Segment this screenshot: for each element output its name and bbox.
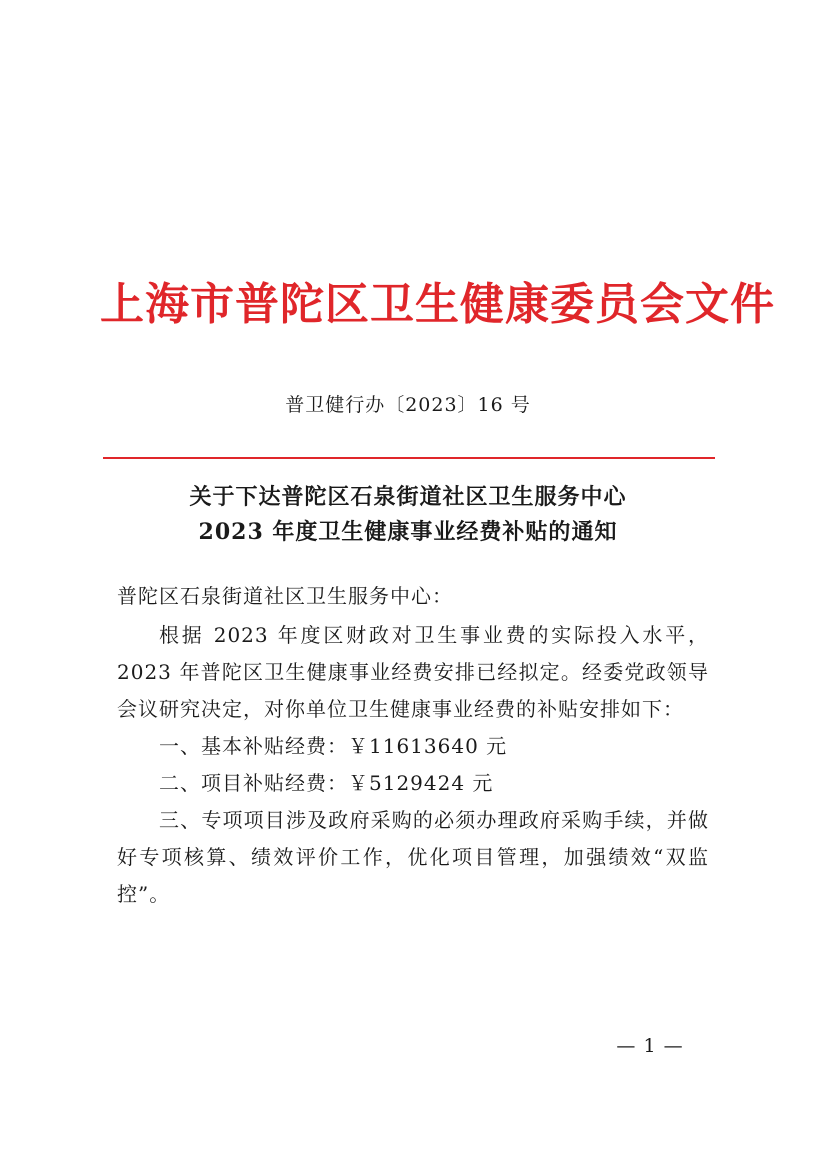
notice-body [117,578,709,913]
notice-title [0,480,816,550]
body-paragraph-1: 根据 2023 年度区财政对卫生事业费的实际投入水平，2023 年普陀区卫生健康事业经费安排已经拟定。经委党政领导会议研究决定，对你单位卫生健康事业经费的补贴安排如下： [117,623,709,721]
list-item-project-subsidy: 二、项目补贴经费：￥5129424 元 [159,771,494,795]
red-separator-line [103,457,715,459]
notice-title-line-1: 关于下达普陀区石泉街道社区卫生服务中心 [189,484,627,510]
page-number: — 1 — [616,1035,684,1057]
list-item-procurement: 三、专项项目涉及政府采购的必须办理政府采购手续，并做好专项核算、绩效评价工作，优化项目管理，加强绩效“双监控”。 [117,808,709,906]
agency-header-title: 上海市普陀区卫生健康委员会文件 [100,279,775,330]
notice-title-line-2: 2023 年度卫生健康事业经费补贴的通知 [198,519,618,545]
list-item-basic-subsidy: 一、基本补贴经费：￥11613640 元 [159,734,508,758]
salutation: 普陀区石泉街道社区卫生服务中心： [117,584,453,608]
document-number: 普卫健行办〔2023〕16 号 [285,394,531,416]
